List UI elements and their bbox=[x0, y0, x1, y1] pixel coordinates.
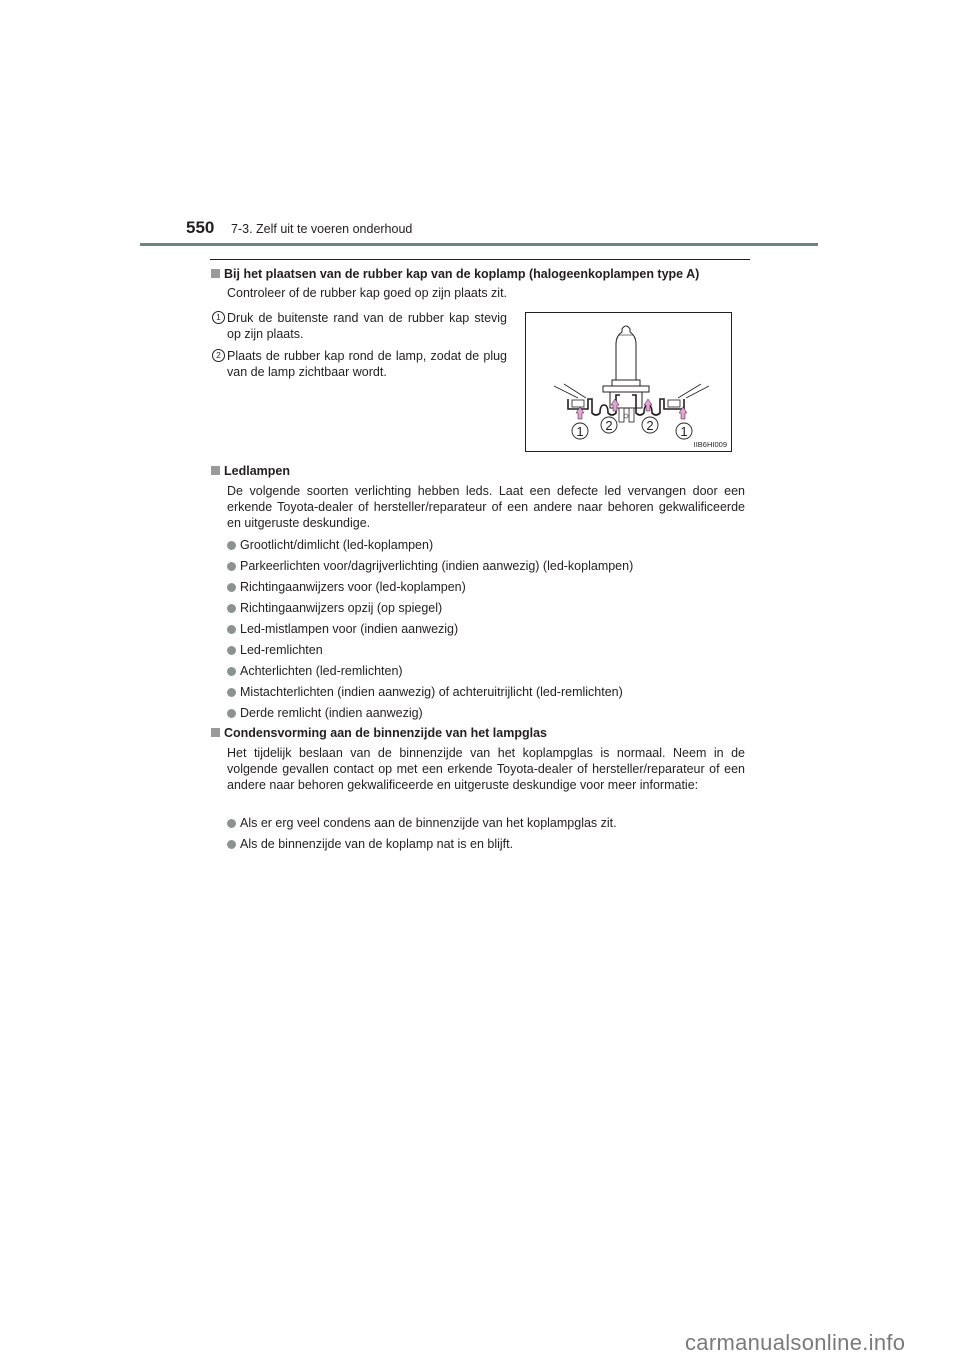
watermark-link[interactable]: carmanualsonline.info bbox=[685, 1330, 906, 1355]
circled-number-icon: 1 bbox=[212, 311, 225, 324]
list-item-text: Als de binnenzijde van de koplamp nat is en blijft. bbox=[240, 837, 514, 851]
section-intro-condensation: Het tijdelijk beslaan van de binnenzijde van het koplampglas is normaal. Neem in de volgende gevallen contact op met een erkende Toyota-dealer of hersteller/reparateur of een andere naar behoren gekwalificeerde en uitgeruste deskundige voor meer informatie: bbox=[227, 746, 745, 792]
list-item-text: Led-mistlampen voor (indien aanwezig) bbox=[240, 622, 459, 636]
list-item bbox=[227, 836, 513, 852]
section-intro-rubber-cap: Controleer of de rubber kap goed op zijn plaats zit. bbox=[227, 286, 508, 300]
bullet-dot-icon bbox=[227, 625, 236, 634]
list-item bbox=[227, 642, 323, 658]
step-text: Plaats de rubber kap rond de lamp, zodat de plug van de lamp zichtbaar wordt. bbox=[227, 349, 507, 379]
step-2 bbox=[212, 348, 507, 380]
list-item bbox=[227, 621, 458, 637]
bullet-dot-icon bbox=[227, 819, 236, 828]
list-item-text: Derde remlicht (indien aanwezig) bbox=[240, 706, 423, 720]
list-item-text: Achterlichten (led-remlichten) bbox=[240, 664, 403, 678]
section-heading-condensation bbox=[211, 726, 547, 740]
step-1 bbox=[212, 310, 507, 342]
list-item bbox=[227, 663, 403, 679]
list-item bbox=[227, 684, 623, 700]
list-item bbox=[227, 600, 442, 616]
bulb-rubber-cap-illustration bbox=[526, 313, 731, 451]
section-intro-led: De volgende soorten verlichting hebben leds. Laat een defecte led vervangen door een erkende Toyota-dealer of hersteller/reparateur of een andere naar behoren gekwalificeerde en uitgeruste deskundige. bbox=[227, 484, 745, 530]
list-item-text: Mistachterlichten (indien aanwezig) of achteruitrijlicht (led-remlichten) bbox=[240, 685, 623, 699]
heading-text: Ledlampen bbox=[224, 464, 290, 478]
section-heading-rubber-cap bbox=[211, 267, 699, 281]
list-item-text: Richtingaanwijzers opzij (op spiegel) bbox=[240, 601, 443, 615]
bullet-dot-icon bbox=[227, 667, 236, 676]
figure-code: IIB6HI009 bbox=[693, 440, 727, 449]
bullet-dot-icon bbox=[227, 583, 236, 592]
list-item bbox=[227, 537, 433, 553]
bullet-dot-icon bbox=[227, 562, 236, 571]
list-item-text: Grootlicht/dimlicht (led-koplampen) bbox=[240, 538, 434, 552]
header-rule bbox=[140, 243, 818, 246]
circled-number-icon: 2 bbox=[212, 349, 225, 362]
bullet-dot-icon bbox=[227, 709, 236, 718]
list-item-text: Led-remlichten bbox=[240, 643, 323, 657]
section-marker-icon bbox=[211, 269, 220, 278]
bullet-dot-icon bbox=[227, 688, 236, 697]
chapter-title: 7-3. Zelf uit te voeren onderhoud bbox=[231, 222, 413, 236]
callout-2-left: 2 bbox=[605, 418, 613, 433]
heading-text: Condensvorming aan de binnenzijde van het lampglas bbox=[224, 726, 547, 740]
list-item bbox=[227, 815, 617, 831]
section-heading-led bbox=[211, 464, 290, 478]
list-item bbox=[227, 558, 633, 574]
list-item-text: Als er erg veel condens aan de binnenzijde van het koplampglas zit. bbox=[240, 816, 617, 830]
page-number: 550 bbox=[186, 218, 215, 237]
list-item-text: Richtingaanwijzers voor (led-koplampen) bbox=[240, 580, 466, 594]
bullet-dot-icon bbox=[227, 541, 236, 550]
bullet-dot-icon bbox=[227, 604, 236, 613]
callout-1-left: 1 bbox=[576, 424, 584, 439]
section-marker-icon bbox=[211, 728, 220, 737]
heading-text: Bij het plaatsen van de rubber kap van de koplamp (halogeenkoplampen type A) bbox=[224, 267, 700, 281]
section-marker-icon bbox=[211, 466, 220, 475]
callout-2-right: 2 bbox=[646, 418, 654, 433]
callout-1-right: 1 bbox=[680, 424, 688, 439]
step-text: Druk de buitenste rand van de rubber kap stevig op zijn plaats. bbox=[227, 311, 507, 341]
list-item-text: Parkeerlichten voor/dagrijverlichting (indien aanwezig) (led-koplampen) bbox=[240, 559, 634, 573]
headlamp-bulb-figure bbox=[525, 312, 732, 452]
list-item bbox=[227, 705, 423, 721]
bullet-dot-icon bbox=[227, 840, 236, 849]
section-divider bbox=[210, 259, 750, 260]
list-item bbox=[227, 579, 466, 595]
page-header bbox=[140, 218, 818, 246]
bullet-dot-icon bbox=[227, 646, 236, 655]
